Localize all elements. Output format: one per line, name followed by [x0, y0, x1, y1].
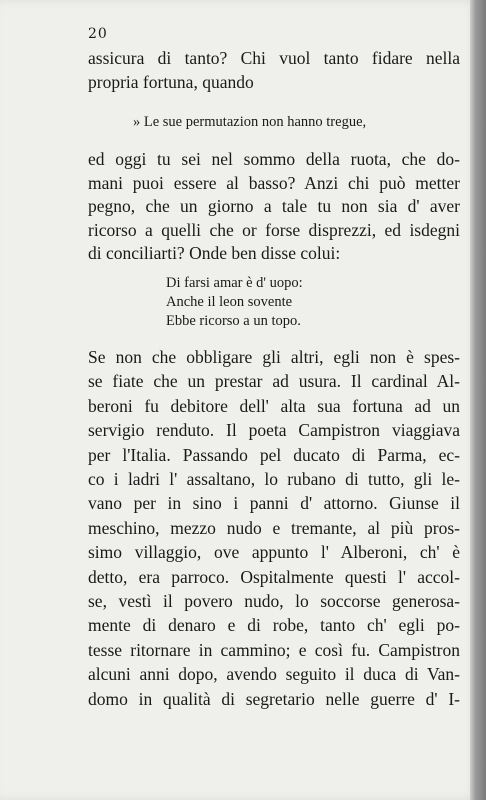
paragraph-opening — [88, 47, 460, 94]
page-edge-shadow — [470, 0, 486, 800]
text-line: vano per in sino i panni d' attorno. Giunse il — [88, 493, 460, 514]
text-line: se fiate che un prestar ad usura. Il cardinal Al- — [88, 371, 460, 392]
text-line: servigio renduto. Il poeta Campistron viaggiava — [88, 420, 460, 441]
verse-quotation — [166, 274, 303, 331]
verse-line: Anche il leon sovente — [166, 294, 293, 310]
text-line: mani puoi essere al basso? Anzi chi può metter — [88, 172, 460, 193]
text-line: assicura di tanto? Chi vuol tanto fidare nella — [88, 48, 460, 68]
verse-line: Ebbe ricorso a un topo. — [166, 313, 301, 329]
text-line: di conciliarti? Onde ben disse colui: — [88, 243, 341, 263]
text-line: se, vestì il povero nudo, lo soccorse generosa- — [88, 591, 460, 612]
text-line: co i ladri l' assaltano, lo rubano di tutto, gli le- — [88, 469, 460, 490]
text-line: alcuni anni dopo, avendo seguito il duca di Van- — [88, 664, 460, 685]
text-line: pegno, che un giorno a tale tu non sia d' aver — [88, 196, 460, 216]
text-line: domo in qualità di segretario nelle guerre d' I- — [88, 688, 460, 709]
text-line: mente di denaro e di robe, tanto ch' egli po- — [88, 615, 460, 636]
text-line: Se non che obbligare gli altri, egli non è spes- — [88, 347, 460, 367]
text-line: propria fortuna, quando — [88, 71, 254, 92]
text-line: ed oggi tu sei nel sommo della ruota, che do- — [88, 149, 460, 169]
text-line: meschino, mezzo nudo e tremante, al più pros- — [88, 517, 460, 538]
text-line: tesse ritornare in cammino; e così fu. Campistron — [88, 639, 460, 660]
paragraph-alberoni — [88, 345, 460, 711]
text-line: detto, era parroco. Ospitalmente questi l' accol- — [88, 566, 460, 587]
text-line: per l'Italia. Passando pel ducato di Parma, ec- — [88, 444, 460, 465]
text-line: ricorso a quelli che or forse disprezzi, ed isdegni — [88, 219, 460, 240]
text-line: simo villaggio, ove appunto l' Alberoni, ch' è — [88, 542, 460, 563]
paragraph-question — [88, 148, 460, 266]
verse-line: Di farsi amar è d' uopo: — [166, 275, 303, 291]
page-number: 20 — [88, 26, 108, 42]
text-line: beroni fu debitore dell' alta sua fortuna ad un — [88, 395, 460, 416]
quoted-verse-line: » Le sue permutazion non hanno tregue, — [133, 114, 367, 130]
